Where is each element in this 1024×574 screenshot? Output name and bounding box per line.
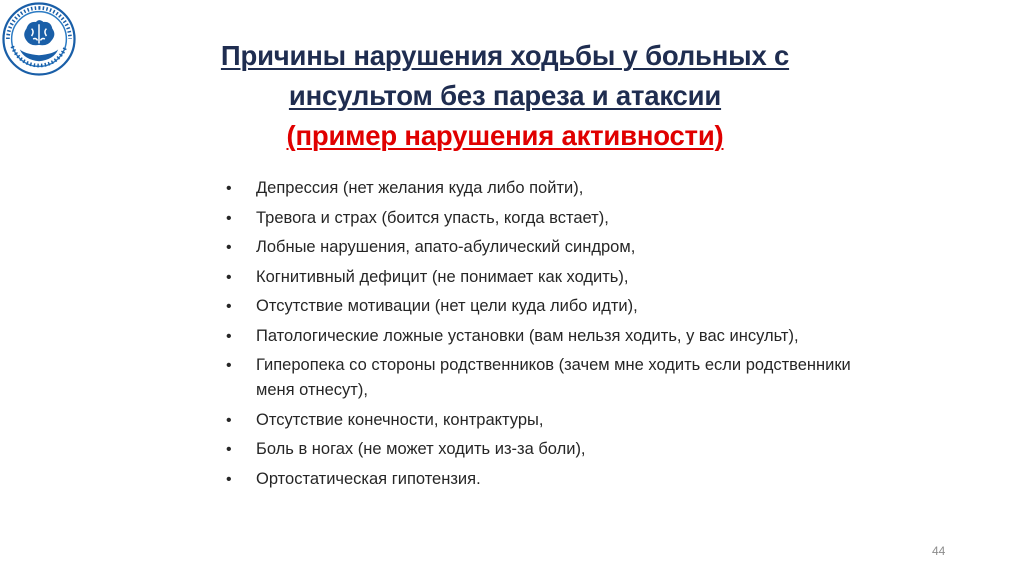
bullet-icon: • bbox=[226, 327, 232, 345]
bullet-icon: • bbox=[226, 441, 232, 458]
bullet-icon: • bbox=[226, 411, 232, 429]
bullet-icon: • bbox=[226, 239, 232, 256]
list-item: • Лобные нарушения, апато-абулический синдром, bbox=[224, 235, 874, 260]
list-item: • Гиперопека со стороны родственников (зачем мне ходить если родственники меня отнесут), bbox=[224, 353, 874, 403]
brain-in-hands-logo bbox=[2, 2, 76, 76]
bullet-icon: • bbox=[226, 180, 232, 197]
list-item: • Отсутствие мотивации (нет цели куда либо идти), bbox=[224, 294, 874, 319]
bullet-icon: • bbox=[226, 357, 232, 374]
bullet-icon: • bbox=[226, 209, 232, 227]
list-item: • Боль в ногах (не может ходить из-за боли), bbox=[224, 437, 874, 462]
list-item: • Когнитивный дефицит (не понимает как ходить), bbox=[224, 265, 874, 290]
list-item: • Отсутствие конечности, контрактуры, bbox=[224, 408, 874, 433]
title-line-3-subtitle: (пример нарушения активности) bbox=[286, 120, 724, 151]
bullet-icon: • bbox=[226, 470, 232, 488]
bullet-icon: • bbox=[226, 268, 232, 286]
list-item: • Тревога и страх (боится упасть, когда встает), bbox=[224, 206, 874, 231]
title-line-2: инсультом без пареза и атаксии bbox=[288, 80, 722, 111]
list-item: • Патологические ложные установки (вам нельзя ходить, у вас инсульт), bbox=[224, 324, 874, 349]
list-item: • Ортостатическая гипотензия. bbox=[224, 467, 874, 492]
list-item: • Депрессия (нет желания куда либо пойти), bbox=[224, 176, 874, 201]
page-number: 44 bbox=[932, 544, 946, 558]
title-line-1: Причины нарушения ходьбы у больных с bbox=[220, 40, 790, 71]
bullet-icon: • bbox=[226, 298, 232, 315]
causes-list bbox=[224, 176, 874, 496]
slide-title bbox=[150, 36, 860, 156]
